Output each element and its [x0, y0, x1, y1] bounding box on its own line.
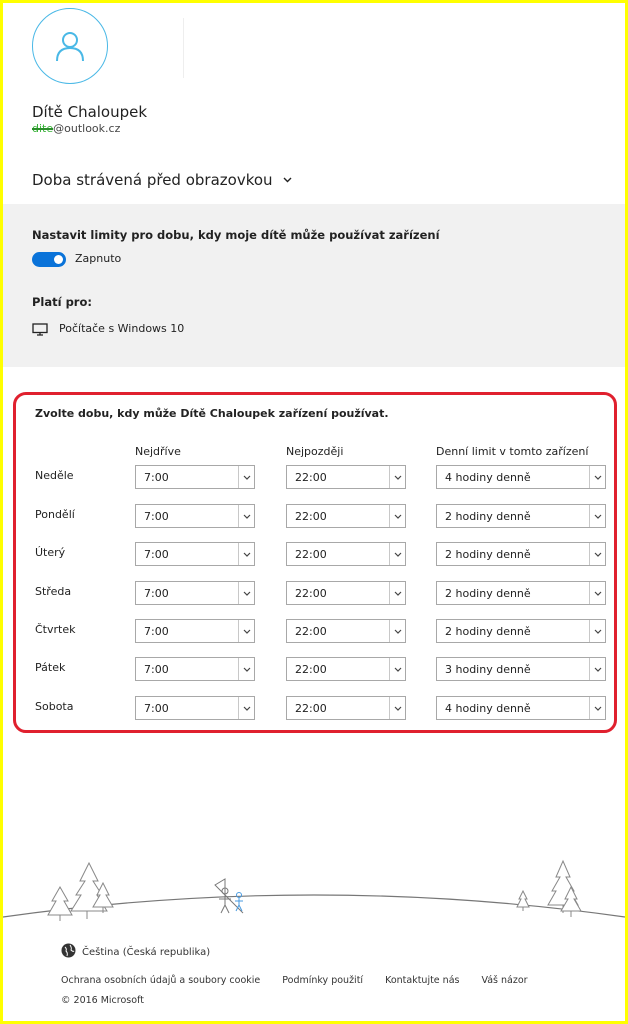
limits-label: Nastavit limity pro dobu, kdy moje dítě může používat zařízení	[32, 228, 440, 242]
select-value: 2 hodiny denně	[445, 509, 531, 523]
daily-limit-select[interactable]	[436, 504, 606, 528]
schedule-row-wednesday	[16, 581, 614, 607]
day-label: Neděle	[35, 469, 74, 482]
chevron-down-icon	[389, 620, 405, 642]
chevron-down-icon	[589, 543, 605, 565]
select-value: 4 hodiny denně	[445, 470, 531, 484]
daily-limit-select[interactable]	[436, 465, 606, 489]
day-label: Úterý	[35, 546, 66, 559]
chevron-down-icon	[238, 543, 254, 565]
select-value: 7:00	[144, 624, 169, 638]
day-label: Pátek	[35, 661, 66, 674]
chevron-down-icon	[589, 466, 605, 488]
day-label: Pondělí	[35, 508, 75, 521]
select-value: 22:00	[295, 701, 327, 715]
select-value: 7:00	[144, 547, 169, 561]
schedule-box	[13, 392, 617, 733]
daily-limit-select[interactable]	[436, 696, 606, 720]
daily-limit-select[interactable]	[436, 657, 606, 681]
column-daily-limit: Denní limit v tomto zařízení	[436, 445, 589, 458]
select-value: 22:00	[295, 624, 327, 638]
globe-icon	[61, 943, 76, 961]
select-value: 22:00	[295, 509, 327, 523]
footer-link-feedback[interactable]: Váš názor	[481, 975, 528, 986]
latest-select[interactable]	[286, 465, 406, 489]
day-label: Sobota	[35, 700, 74, 713]
column-earliest: Nejdříve	[135, 445, 181, 458]
email-redacted-part: dite	[32, 122, 54, 135]
select-value: 4 hodiny denně	[445, 701, 531, 715]
latest-select[interactable]	[286, 657, 406, 681]
page	[3, 3, 625, 1021]
schedule-row-tuesday	[16, 542, 614, 568]
daily-limit-select[interactable]	[436, 619, 606, 643]
latest-select[interactable]	[286, 542, 406, 566]
footer-link-contact[interactable]: Kontaktujte nás	[385, 975, 460, 986]
column-latest: Nejpozději	[286, 445, 344, 458]
schedule-row-monday	[16, 504, 614, 530]
chevron-down-icon	[389, 582, 405, 604]
landscape-illustration	[3, 833, 625, 933]
select-value: 22:00	[295, 662, 327, 676]
earliest-select[interactable]	[135, 581, 255, 605]
daily-limit-select[interactable]	[436, 581, 606, 605]
section-dropdown[interactable]	[32, 171, 292, 189]
latest-select[interactable]	[286, 504, 406, 528]
chevron-down-icon	[238, 466, 254, 488]
chevron-down-icon	[389, 697, 405, 719]
schedule-title: Zvolte dobu, kdy může Dítě Chaloupek zařízení používat.	[35, 407, 389, 420]
select-value: 22:00	[295, 470, 327, 484]
section-title: Doba strávená před obrazovkou	[32, 171, 273, 189]
language-label: Čeština (Česká republika)	[82, 946, 211, 958]
device-label: Počítače s Windows 10	[59, 322, 185, 335]
chevron-down-icon	[589, 658, 605, 680]
chevron-down-icon	[238, 582, 254, 604]
email-domain: @outlook.cz	[53, 122, 121, 135]
latest-select[interactable]	[286, 581, 406, 605]
monitor-icon	[32, 321, 48, 340]
latest-select[interactable]	[286, 696, 406, 720]
chevron-down-icon	[589, 582, 605, 604]
chevron-down-icon	[238, 697, 254, 719]
trees-right-icon	[517, 861, 581, 917]
select-value: 22:00	[295, 586, 327, 600]
chevron-down-icon	[238, 505, 254, 527]
schedule-row-thursday	[16, 619, 614, 645]
select-value: 7:00	[144, 509, 169, 523]
chevron-down-icon	[389, 658, 405, 680]
select-value: 7:00	[144, 701, 169, 715]
day-label: Čtvrtek	[35, 623, 76, 636]
earliest-select[interactable]	[135, 542, 255, 566]
footer-link-privacy[interactable]: Ochrana osobních údajů a soubory cookie	[61, 975, 261, 986]
earliest-select[interactable]	[135, 657, 255, 681]
chevron-down-icon	[238, 620, 254, 642]
toggle-knob	[54, 255, 63, 264]
earliest-select[interactable]	[135, 696, 255, 720]
footer-links	[61, 975, 528, 986]
applies-to-label: Platí pro:	[32, 295, 92, 309]
select-value: 22:00	[295, 547, 327, 561]
chevron-down-icon	[389, 543, 405, 565]
limits-toggle[interactable]	[32, 252, 66, 267]
avatar[interactable]	[32, 8, 108, 84]
header-divider	[183, 18, 184, 78]
select-value: 2 hodiny denně	[445, 547, 531, 561]
latest-select[interactable]	[286, 619, 406, 643]
select-value: 7:00	[144, 586, 169, 600]
footer-link-terms[interactable]: Podmínky použití	[282, 975, 364, 986]
schedule-row-saturday	[16, 696, 614, 722]
earliest-select[interactable]	[135, 465, 255, 489]
chevron-down-icon	[389, 505, 405, 527]
daily-limit-select[interactable]	[436, 542, 606, 566]
day-label: Středa	[35, 585, 72, 598]
chevron-down-icon	[238, 658, 254, 680]
earliest-select[interactable]	[135, 504, 255, 528]
copyright: © 2016 Microsoft	[61, 995, 144, 1006]
toggle-state-label: Zapnuto	[75, 252, 122, 265]
chevron-down-icon	[389, 466, 405, 488]
select-value: 7:00	[144, 662, 169, 676]
person-icon	[55, 30, 85, 62]
select-value: 7:00	[144, 470, 169, 484]
language-selector[interactable]	[61, 943, 210, 961]
chevron-down-icon	[283, 175, 292, 186]
chevron-down-icon	[589, 697, 605, 719]
earliest-select[interactable]	[135, 619, 255, 643]
child-email	[32, 122, 120, 135]
trees-left-icon	[48, 863, 113, 921]
chevron-down-icon	[589, 505, 605, 527]
select-value: 2 hodiny denně	[445, 586, 531, 600]
select-value: 2 hodiny denně	[445, 624, 531, 638]
chevron-down-icon	[589, 620, 605, 642]
schedule-row-sunday	[16, 465, 614, 491]
schedule-row-friday	[16, 657, 614, 683]
select-value: 3 hodiny denně	[445, 662, 531, 676]
child-name: Dítě Chaloupek	[32, 103, 148, 121]
